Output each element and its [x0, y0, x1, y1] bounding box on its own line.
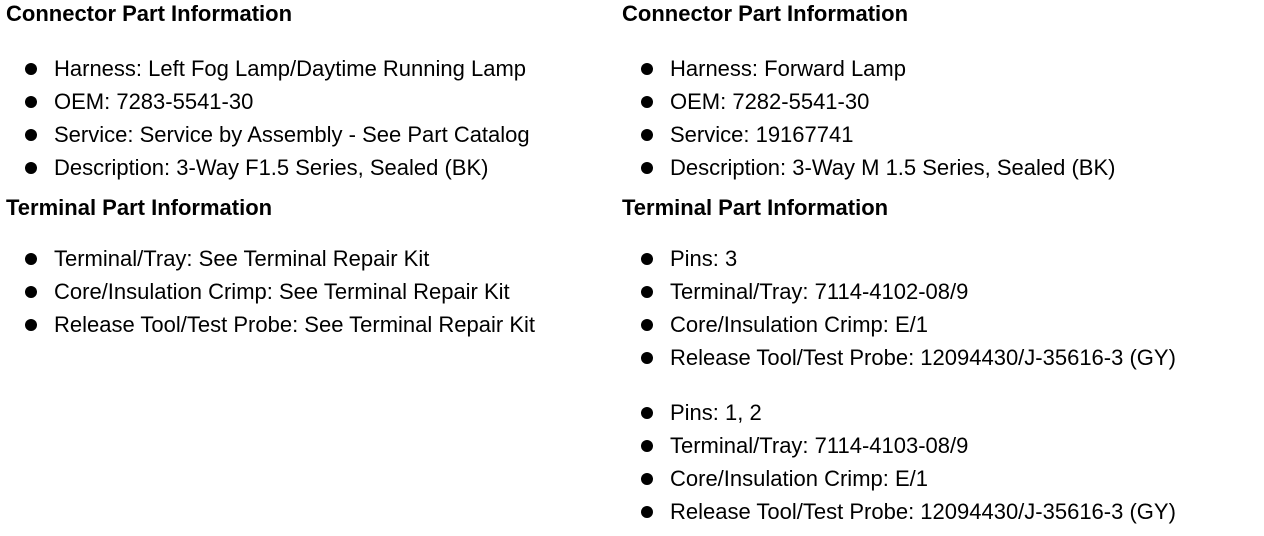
list-item-text: Core/Insulation Crimp: See Terminal Repair Kit [54, 279, 510, 304]
list-item [622, 341, 1262, 374]
bullet-icon [641, 440, 653, 452]
bullet-icon [25, 253, 37, 265]
right-connector-heading: Connector Part Information [622, 1, 909, 26]
bullet-icon [25, 286, 37, 298]
list-item [6, 151, 616, 184]
bullet-icon [641, 473, 653, 485]
list-item [622, 495, 1262, 528]
list-item [622, 308, 1262, 341]
list-item-text: Harness: Forward Lamp [670, 56, 906, 81]
list-item [622, 396, 1262, 429]
list-item-text: Terminal/Tray: 7114-4102-08/9 [670, 279, 969, 304]
bullet-icon [641, 253, 653, 265]
bullet-icon [25, 162, 37, 174]
list-item-text: Release Tool/Test Probe: 12094430/J-35616-3 (GY) [670, 499, 1176, 524]
list-item [6, 118, 616, 151]
right-connector-section [622, 0, 1262, 184]
left-terminal-section [6, 194, 616, 341]
bullet-icon [641, 407, 653, 419]
list-item [622, 52, 1262, 85]
list-item-text: Harness: Left Fog Lamp/Daytime Running Lamp [54, 56, 527, 81]
left-connector-section [6, 0, 616, 184]
list-item [622, 85, 1262, 118]
list-item-text: OEM: 7282-5541-30 [670, 89, 870, 114]
list-item [622, 118, 1262, 151]
list-item-text: Terminal/Tray: See Terminal Repair Kit [54, 246, 430, 271]
bullet-icon [641, 129, 653, 141]
list-item [6, 52, 616, 85]
list-item [622, 462, 1262, 495]
right-terminal-section [622, 194, 1262, 528]
bullet-icon [641, 96, 653, 108]
list-item [622, 275, 1262, 308]
list-item [622, 242, 1262, 275]
list-item [6, 242, 616, 275]
list-item [6, 308, 616, 341]
bullet-icon [25, 129, 37, 141]
list-item-text: Pins: 1, 2 [670, 400, 762, 425]
right-terminal-list-pins-3 [622, 242, 1262, 374]
list-item-text: Core/Insulation Crimp: E/1 [670, 466, 928, 491]
list-item-text: Core/Insulation Crimp: E/1 [670, 312, 928, 337]
bullet-icon [641, 319, 653, 331]
bullet-icon [25, 319, 37, 331]
list-item [622, 151, 1262, 184]
bullet-icon [641, 63, 653, 75]
list-item-text: Release Tool/Test Probe: See Terminal Repair Kit [54, 312, 535, 337]
list-item [622, 429, 1262, 462]
list-item-text: Description: 3-Way M 1.5 Series, Sealed (BK) [670, 155, 1116, 180]
left-terminal-heading: Terminal Part Information [6, 195, 273, 220]
list-item-text: Description: 3-Way F1.5 Series, Sealed (BK) [54, 155, 489, 180]
left-column [6, 0, 616, 341]
left-terminal-list [6, 242, 616, 341]
bullet-icon [641, 506, 653, 518]
list-item-text: OEM: 7283-5541-30 [54, 89, 254, 114]
right-terminal-list-pins-1-2 [622, 396, 1262, 528]
right-terminal-heading: Terminal Part Information [622, 195, 889, 220]
list-item-text: Release Tool/Test Probe: 12094430/J-35616-3 (GY) [670, 345, 1176, 370]
bullet-icon [641, 162, 653, 174]
bullet-icon [25, 96, 37, 108]
list-item-text: Service: 19167741 [670, 122, 854, 147]
left-connector-list [6, 52, 616, 184]
left-connector-heading: Connector Part Information [6, 1, 293, 26]
list-item-text: Service: Service by Assembly - See Part Catalog [54, 122, 530, 147]
right-connector-list [622, 52, 1262, 184]
right-column [622, 0, 1262, 528]
bullet-icon [25, 63, 37, 75]
list-item [6, 275, 616, 308]
bullet-icon [641, 286, 653, 298]
bullet-icon [641, 352, 653, 364]
list-item [6, 85, 616, 118]
list-item-text: Pins: 3 [670, 246, 738, 271]
list-item-text: Terminal/Tray: 7114-4103-08/9 [670, 433, 969, 458]
